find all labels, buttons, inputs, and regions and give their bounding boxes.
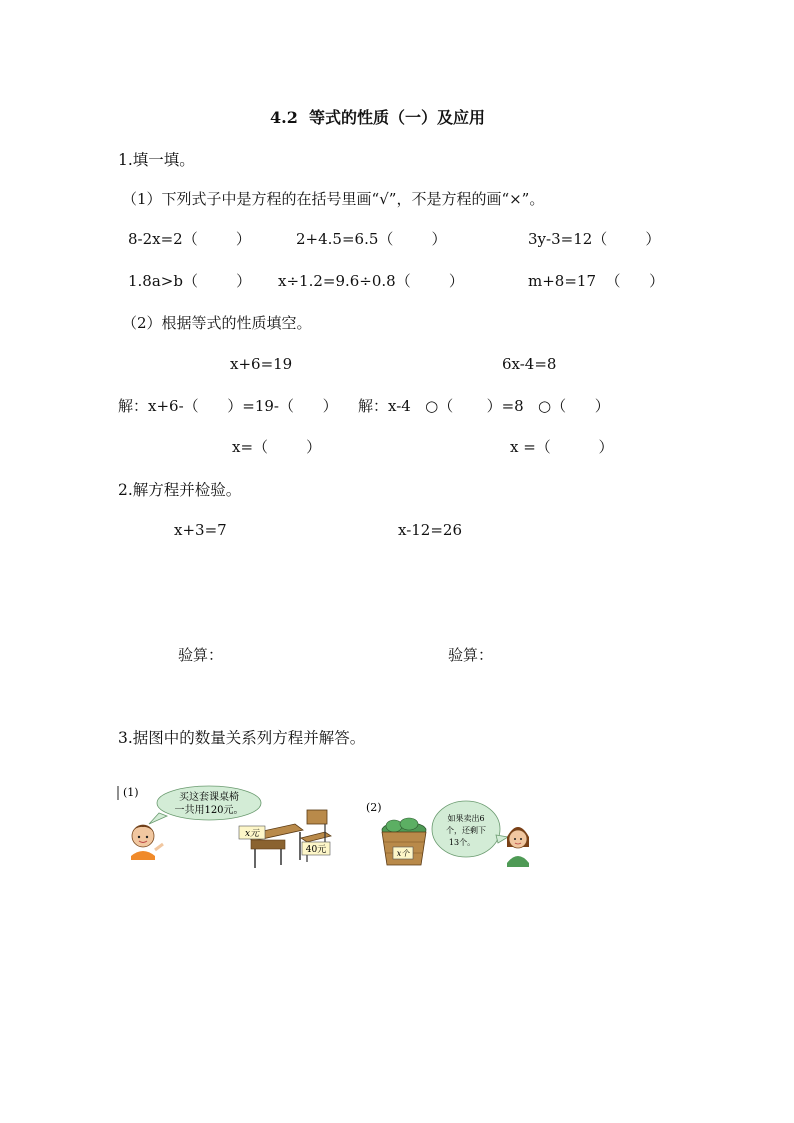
girl-figure bbox=[507, 827, 529, 867]
q1-item-4: 1.8a>b（ ） bbox=[128, 272, 252, 290]
fig1-label: (1) bbox=[123, 786, 139, 799]
desk-price-tag: x元 bbox=[244, 829, 260, 839]
q1-item-1: 8-2x=2（ ） bbox=[128, 230, 251, 248]
figure-desk-chair bbox=[115, 780, 340, 872]
q1-heading: 1.填一填。 bbox=[118, 151, 195, 169]
fig1-bubble-line1: 买这套课桌椅 bbox=[179, 792, 239, 803]
q2-check-left: 验算： bbox=[178, 646, 224, 664]
fig1-bubble-line2: 一共用120元。 bbox=[174, 805, 244, 816]
page-title: 4.2 等式的性质（一）及应用 bbox=[270, 108, 485, 127]
q2-equation-left: x+3=7 bbox=[174, 521, 227, 539]
q1-part2-instruction: （2）根据等式的性质填空。 bbox=[122, 314, 312, 332]
q1-item-3: 3y-3=12（ ） bbox=[528, 230, 661, 248]
q3-heading: 3.据图中的数量关系列方程并解答。 bbox=[118, 729, 366, 747]
q2-check-right: 验算： bbox=[448, 646, 494, 664]
q1-item-5: x÷1.2=9.6÷0.8（ ） bbox=[278, 272, 464, 290]
q2-heading: 2.解方程并检验。 bbox=[118, 481, 242, 499]
q1-part1-instruction: （1）下列式子中是方程的在括号里画“√”，不是方程的画“×”。 bbox=[122, 190, 545, 208]
fig2-bubble-line2: 个，还剩下 bbox=[446, 826, 486, 835]
q2-equation-right: x-12=26 bbox=[398, 521, 463, 539]
fig2-bubble-line1: 如果卖出6 bbox=[447, 814, 485, 823]
q1-result-right: x =（ ） bbox=[510, 438, 614, 456]
boy-figure bbox=[131, 825, 163, 860]
q1-result-left: x=（ ） bbox=[232, 438, 322, 456]
fig2-label: (2) bbox=[366, 801, 382, 814]
basket-tag: x个 bbox=[396, 849, 410, 858]
q1-item-2: 2+4.5=6.5（ ） bbox=[296, 230, 447, 248]
q1-step-right: 解：x-4 ○（ ）=8 ○（ ） bbox=[358, 397, 610, 415]
q1-equation-right: 6x-4=8 bbox=[502, 355, 557, 373]
q1-equation-left: x+6=19 bbox=[230, 355, 293, 373]
q1-step-left: 解：x+6-（ ）=19-（ ） bbox=[118, 397, 338, 415]
chair-price-tag: 40元 bbox=[305, 845, 327, 855]
figure-melon-basket bbox=[362, 795, 540, 871]
fig2-bubble-line3: 13个。 bbox=[448, 838, 476, 847]
q1-item-6: m+8=17 （ ） bbox=[528, 272, 665, 290]
